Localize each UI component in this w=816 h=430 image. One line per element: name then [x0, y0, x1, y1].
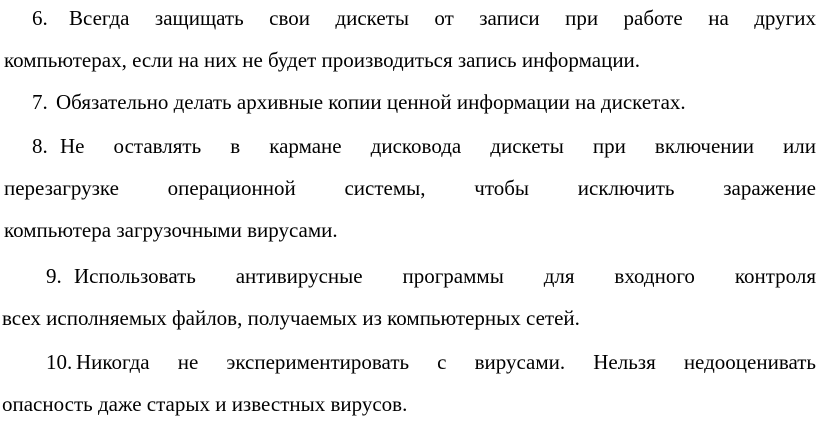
item-10-number: 10. [46, 350, 73, 374]
item-8-text-1: Не оставлять в кармане дисковода дискеты при включении или [60, 134, 816, 158]
item-7-number: 7. [32, 90, 48, 114]
item-9-line-2 [2, 306, 580, 330]
item-6-number: 6. [32, 6, 48, 30]
item-6-text-1: Всегда защищать свои дискеты от записи при работе на других [69, 6, 816, 30]
item-6-line-2 [4, 48, 640, 72]
item-10-text-2: опасность даже старых и известных вирусов. [2, 392, 408, 416]
item-10-line-2 [2, 392, 407, 416]
item-7-line-1 [32, 90, 686, 114]
item-8-line-2 [4, 176, 816, 200]
item-8-line-3 [4, 218, 338, 242]
item-6-text-2: компьютерах, если на них не будет производиться запись информации. [4, 48, 641, 72]
item-9-text-1: Использовать антивирусные программы для входного контроля [74, 264, 816, 288]
item-6-line-1 [32, 6, 816, 30]
item-8-line-1 [32, 134, 816, 158]
item-8-text-3: компьютера загрузочными вирусами. [4, 218, 338, 242]
item-9-text-2: всех исполняемых файлов, получаемых из компьютерных сетей. [2, 306, 580, 330]
item-10-line-1 [46, 350, 816, 374]
item-8-number: 8. [32, 134, 48, 158]
item-8-text-2: перезагрузке операционной системы, чтобы исключить заражение [4, 176, 816, 200]
item-9-number: 9. [46, 264, 62, 288]
item-9-line-1 [46, 264, 816, 288]
item-10-text-1: Никогда не экспериментировать с вирусами. Нельзя недооценивать [76, 350, 816, 374]
item-7-text-1: Обязательно делать архивные копии ценной информации на дискетах. [56, 90, 686, 114]
